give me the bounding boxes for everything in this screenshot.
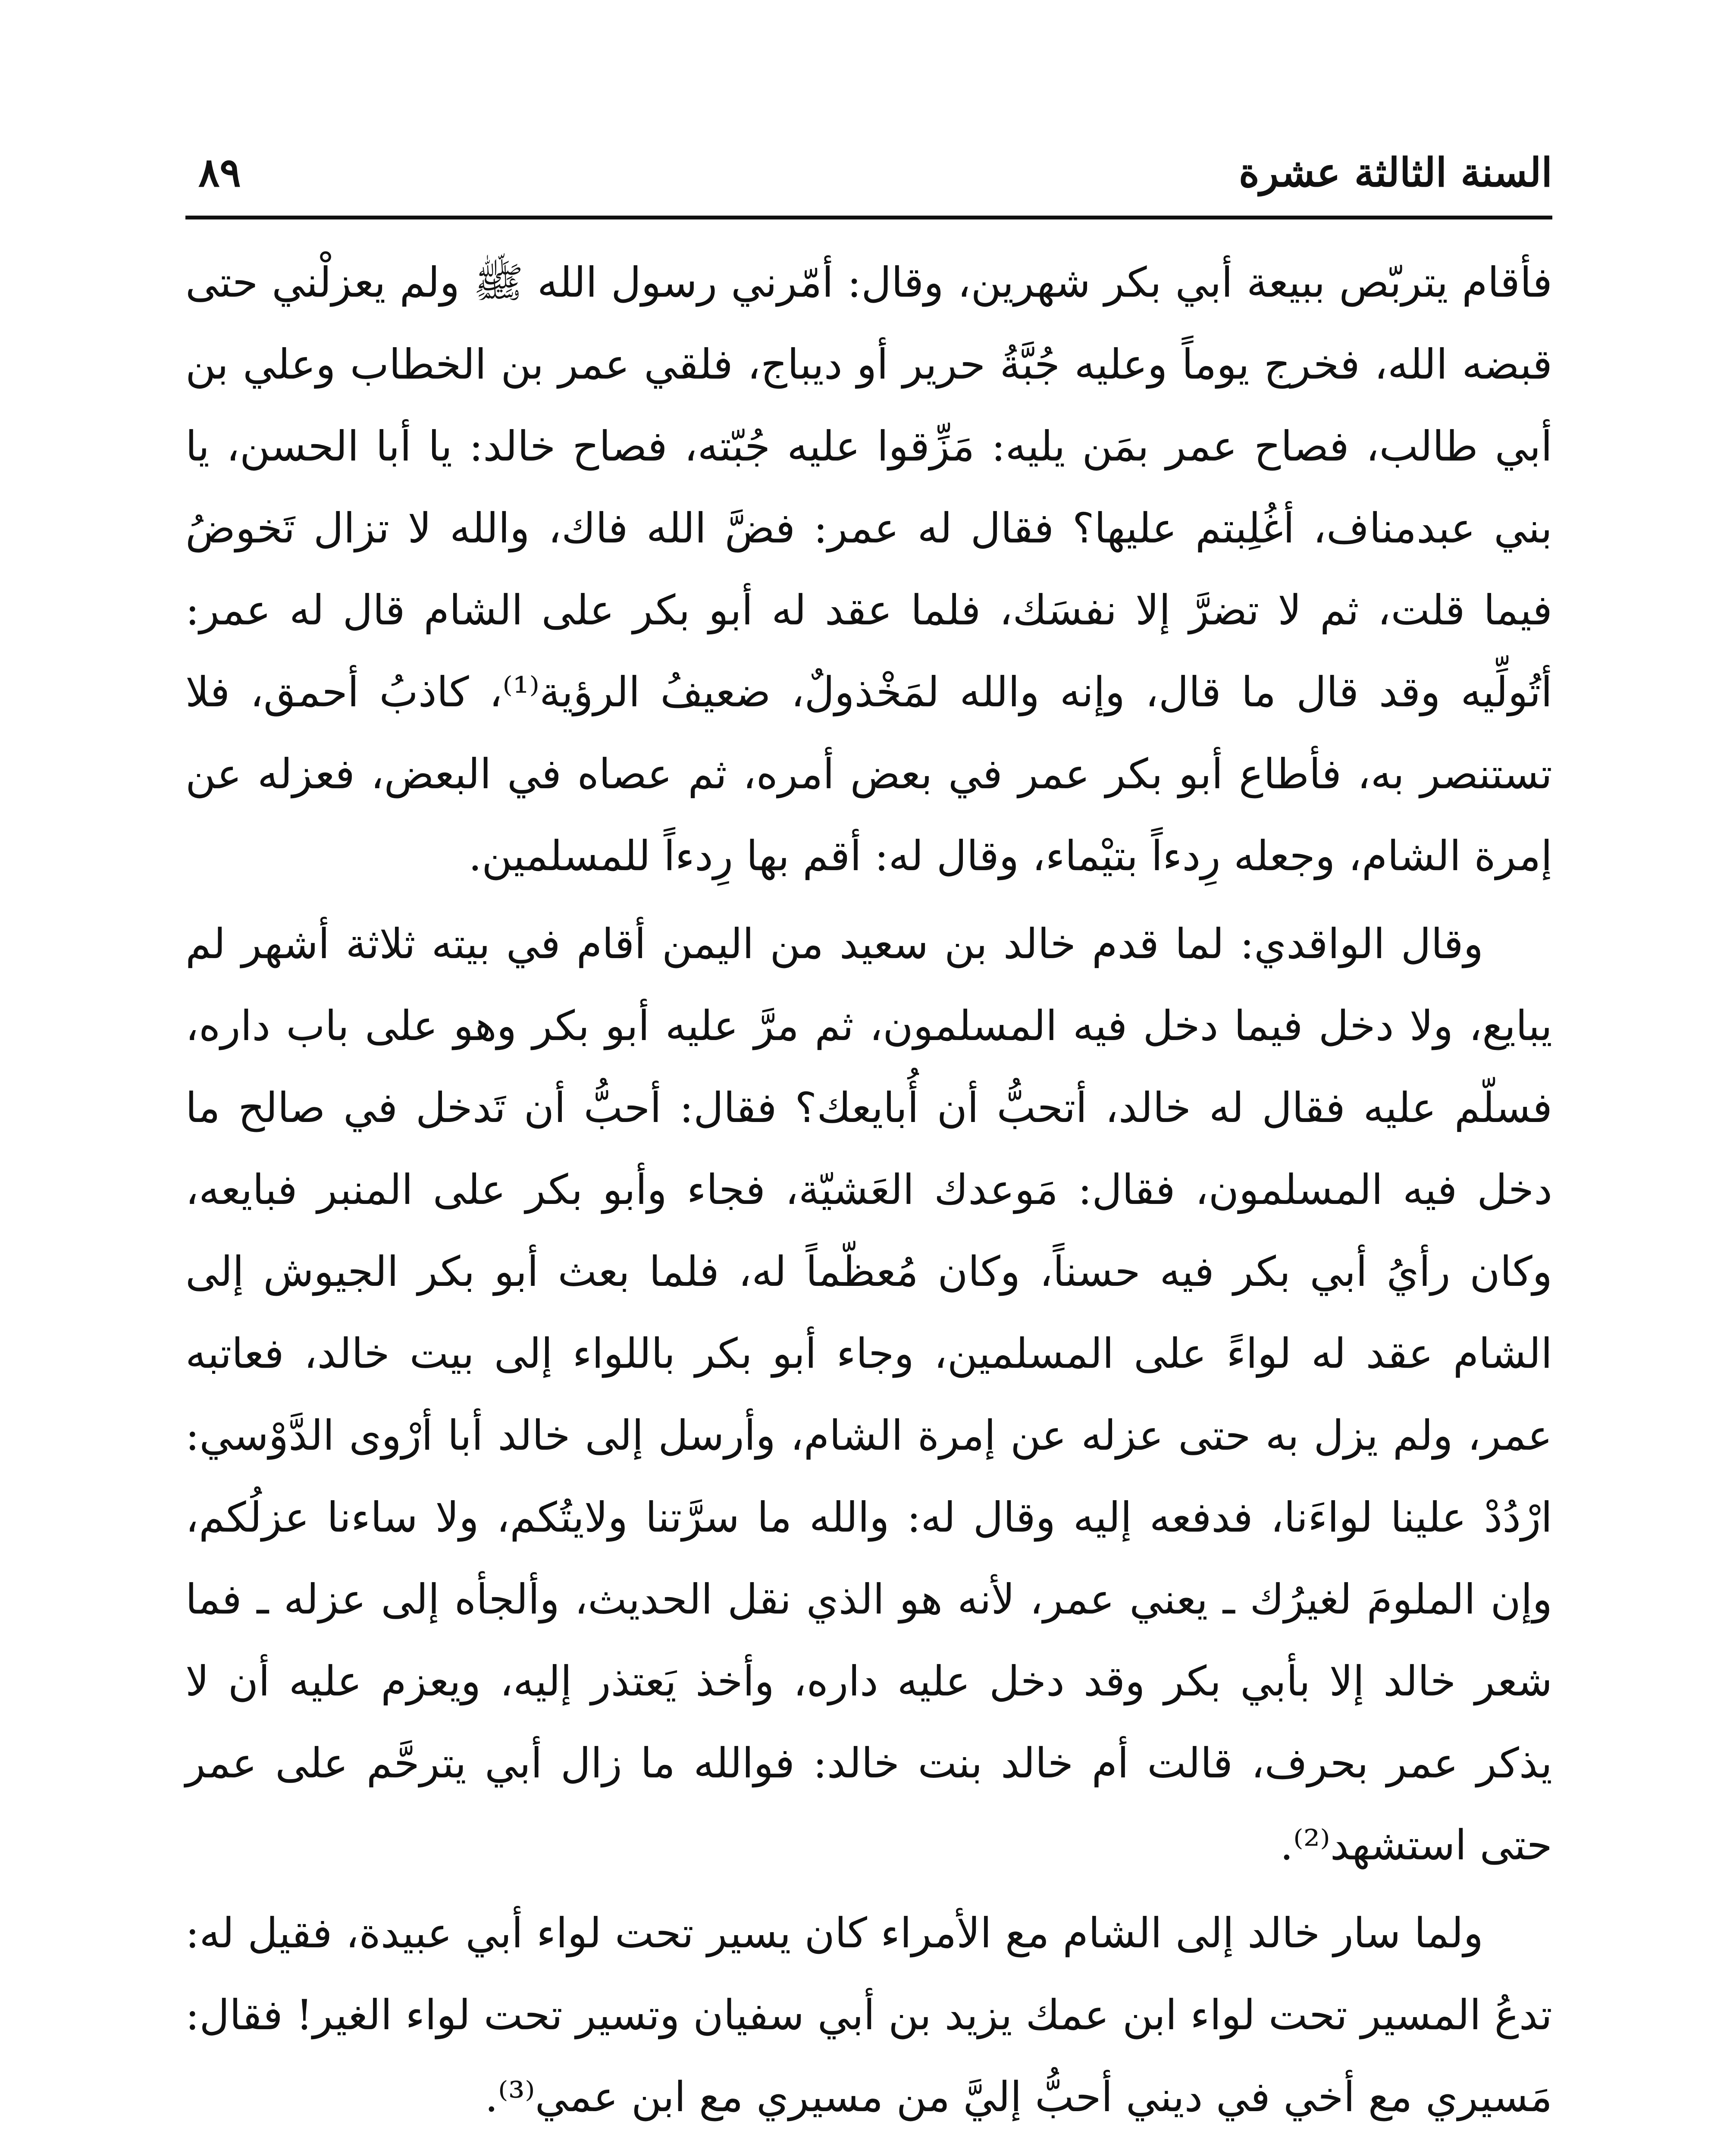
running-header [185, 142, 1552, 216]
paragraph-1: فأقام يتربّص ببيعة أبي بكر شهرين، وقال: أمّرني رسول الله ﷺ ولم يعزلْني حتى قبضه الله، فخرج يوماً وعليه جُبَّةُ حرير أو ديباج، فلقي عمر بن الخطاب وعلي بن أبي طالب، فصاح عمر بمَن يليه: مَزِّقوا عليه جُبّته، فصاح خالد: يا أبا الحسن، يا بني عبدمناف، أغُلِبتم عليها؟ فقال له عمر: فضَّ الله فاك، والله لا تزال تَخوضُ فيما قلت، ثم لا تضرَّ إلا نفسَك، فلما عقد له أبو بكر على الشام قال له عمر: أتُولِّيه وقد قال ما قال، وإنه والله لمَخْذولٌ، ضعيفُ الرؤية⁽¹⁾، كاذبُ أحمق، فلا تستنصر به، فأطاع أبو بكر عمر في بعض أمره، ثم عصاه في البعض، فعزله عن إمرة الشام، وجعله رِدءاً بتيْماء، وقال له: أقم بها رِدءاً للمسلمين. [185, 258, 1553, 880]
main-text [185, 241, 1553, 2121]
page-number: ٨٩ [198, 149, 241, 196]
paragraph-3: ولما سار خالد إلى الشام مع الأمراء كان يسير تحت لواء أبي عبيدة، فقيل له: تدعُ المسير تحت لواء ابن عمك يزيد بن أبي سفيان وتسير تحت لواء الغير! فقال: مَسيري مع أخي في ديني أحبُّ إليَّ من مسيري مع ابن عمي⁽³⁾. [185, 1909, 1552, 2121]
chapter-title: السنة الثالثة عشرة [1238, 149, 1552, 196]
header-divider [185, 216, 1552, 219]
paragraph-2: وقال الواقدي: لما قدم خالد بن سعيد من اليمن أقام في بيته ثلاثة أشهر لم يبايع، ولا دخل فيما دخل فيه المسلمون، ثم مرَّ عليه أبو بكر وهو على باب داره، فسلّم عليه فقال له خالد، أتحبُّ أن أُبايعك؟ فقال: أحبُّ أن تَدخل في صالح ما دخل فيه المسلمون، فقال: مَوعدك العَشيّة، فجاء وأبو بكر على المنبر فبايعه، وكان رأيُ أبي بكر فيه حسناً، وكان مُعظّماً له، فلما بعث أبو بكر الجيوش إلى الشام عقد له لواءً على المسلمين، وجاء أبو بكر باللواء إلى بيت خالد، فعاتبه عمر، ولم يزل به حتى عزله عن إمرة الشام، وأرسل إلى خالد أبا أرْوى الدَّوْسي: ارْدُدْ علينا لواءَنا، فدفعه إليه وقال له: والله ما سرَّتنا ولايتُكم، ولا ساءنا عزلُكم، وإن الملومَ لغيرُك ـ يعني عمر، لأنه هو الذي نقل الحديث، وألجأه إلى عزله ـ فما شعر خالد إلا بأبي بكر وقد دخل عليه داره، وأخذ يَعتذر إليه، ويعزم عليه أن لا يذكر عمر بحرف، قالت أم خالد بنت خالد: فوالله ما زال أبي يترحَّم على عمر حتى استشهد⁽²⁾. [185, 920, 1553, 1869]
